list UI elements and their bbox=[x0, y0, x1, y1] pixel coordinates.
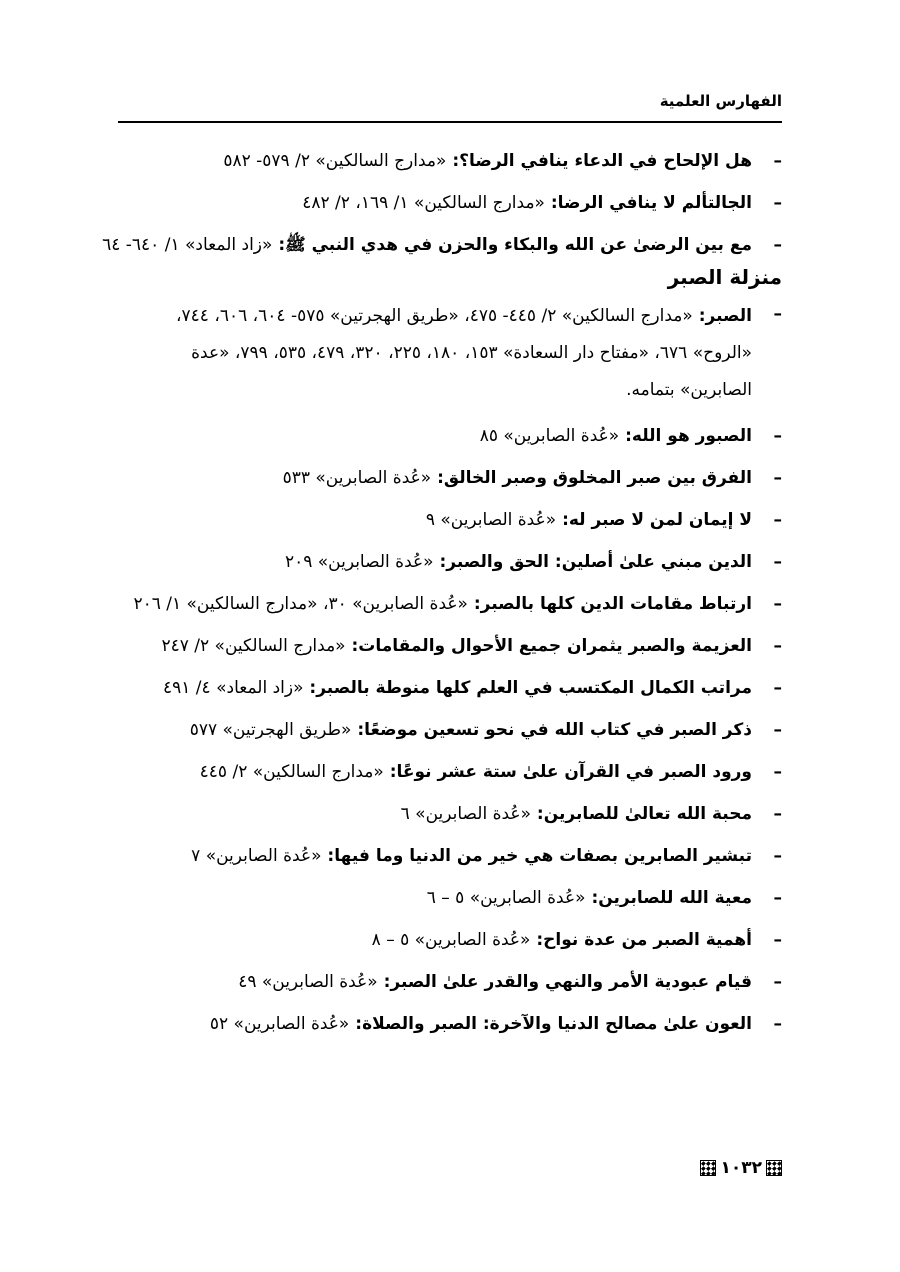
entry-topic: محبة الله تعالىٰ للصابرين: bbox=[536, 804, 752, 824]
entry-dash: – bbox=[773, 594, 782, 614]
entry-reference: «عُدة الصابرين» ٧ bbox=[191, 846, 322, 866]
index-entry bbox=[116, 835, 782, 877]
entry-reference: «عُدة الصابرين» ٥ – ٦ bbox=[426, 888, 586, 908]
index-entry bbox=[116, 1003, 782, 1045]
entry-dash: – bbox=[773, 304, 782, 324]
index-entry bbox=[116, 499, 782, 541]
entry-reference: «عُدة الصابرين» ٦ bbox=[400, 804, 531, 824]
index-entry bbox=[116, 709, 782, 751]
entry-dash: – bbox=[773, 762, 782, 782]
entry-topic: الدين مبني علىٰ أصلين: الحق والصبر: bbox=[439, 552, 752, 572]
index-entry bbox=[116, 583, 782, 625]
entry-reference: «عُدة الصابرين» ٤٩ bbox=[238, 972, 378, 992]
page-footer bbox=[700, 1158, 782, 1178]
index-entry bbox=[116, 667, 782, 709]
index-entry bbox=[116, 751, 782, 793]
entry-dash: – bbox=[773, 888, 782, 908]
entry-dash: – bbox=[773, 552, 782, 572]
entry-topic: تبشير الصابرين بصفات هي خير من الدنيا وما فيها: bbox=[327, 846, 752, 866]
index-entry-long bbox=[116, 296, 782, 415]
entry-dash: – bbox=[773, 151, 782, 171]
entry-dash: – bbox=[773, 930, 782, 950]
entry-topic: الصبور هو الله: bbox=[625, 426, 752, 446]
entry-topic: ارتباط مقامات الدين كلها بالصبر: bbox=[473, 594, 752, 614]
entry-topic: أهمية الصبر من عدة نواح: bbox=[536, 930, 752, 950]
index-entry bbox=[102, 224, 782, 266]
entry-topic: الفرق بين صبر المخلوق وصبر الخالق: bbox=[437, 468, 752, 488]
entry-dash: – bbox=[773, 468, 782, 488]
entry-dash: – bbox=[773, 846, 782, 866]
entry-dash: – bbox=[773, 510, 782, 530]
entry-reference: «مدارج السالكين» ٢/ ٥٧٩- ٥٨٢ bbox=[223, 151, 447, 171]
page-number: ١٠٣٢ bbox=[720, 1158, 762, 1178]
entry-dash: – bbox=[773, 1014, 782, 1034]
index-entry bbox=[116, 457, 782, 499]
entry-reference: «عُدة الصابرين» ٥٣٣ bbox=[282, 468, 432, 488]
entry-reference: «زاد المعاد» ٤/ ٤٩١ bbox=[163, 678, 304, 698]
entry-topic: العزيمة والصبر يثمران جميع الأحوال والمقامات: bbox=[351, 636, 752, 656]
entry-reference: «عُدة الصابرين» ٥٢ bbox=[209, 1014, 350, 1034]
entry-dash: – bbox=[773, 678, 782, 698]
entry-topic: الجالتألم لا ينافي الرضا: bbox=[550, 193, 752, 213]
entry-reference: «مدارج السالكين» ٢/ ٤٤٥ bbox=[199, 762, 384, 782]
index-entry bbox=[116, 877, 782, 919]
entry-reference: «عُدة الصابرين» ٩ bbox=[425, 510, 557, 530]
entry-dash: – bbox=[773, 426, 782, 446]
index-entry bbox=[116, 961, 782, 1003]
index-entry bbox=[116, 140, 782, 182]
entry-reference: «مدارج السالكين» ٢/ ٤٤٥- ٤٧٥، «طريق الهجرتين» ٥٧٥- ٦٠٤، ٦٠٦، ٧٤٤، «الروح» ٦٧٦، «مفتاح دار السعادة» ١٥٣، ١٨٠، ٢٢٥، ٣٢٠، ٤٧٩، ٥٣٥، ٧٩٩، «عدة الصابرين» بتمامه. bbox=[176, 306, 752, 400]
running-head: الفهارس العلمية bbox=[659, 92, 782, 110]
entry-dash: – bbox=[773, 235, 782, 255]
entry-topic: لا إيمان لمن لا صبر له: bbox=[562, 510, 752, 530]
entry-topic: الصبر: bbox=[698, 306, 752, 326]
entry-topic: ذكر الصبر في كتاب الله في نحو تسعين موضعًا: bbox=[357, 720, 752, 740]
index-entry bbox=[116, 182, 782, 224]
index-entry bbox=[116, 793, 782, 835]
index-entry bbox=[116, 541, 782, 583]
ornament-icon bbox=[700, 1160, 716, 1176]
entry-topic: هل الإلحاح في الدعاء ينافي الرضا؟: bbox=[452, 151, 752, 171]
index-entry bbox=[116, 919, 782, 961]
entry-dash: – bbox=[773, 972, 782, 992]
entry-dash: – bbox=[773, 193, 782, 213]
entry-reference: «مدارج السالكين» ١/ ١٦٩، ٢/ ٤٨٢ bbox=[302, 193, 545, 213]
entry-reference: «زاد المعاد» ١/ ٦٤٠- ٦٤ bbox=[102, 235, 273, 255]
entry-topic: العون علىٰ مصالح الدنيا والآخرة: الصبر والصلاة: bbox=[355, 1014, 752, 1034]
index-entry bbox=[116, 625, 782, 667]
entry-topic: قيام عبودية الأمر والنهي والقدر علىٰ الصبر: bbox=[383, 972, 752, 992]
entry-reference: «عُدة الصابرين» ٢٠٩ bbox=[284, 552, 434, 572]
index-entry bbox=[116, 415, 782, 457]
index-entries bbox=[102, 140, 782, 1045]
entry-reference: «عُدة الصابرين» ٥ – ٨ bbox=[371, 930, 531, 950]
entry-topic: مراتب الكمال المكتسب في العلم كلها منوطة بالصبر: bbox=[309, 678, 752, 698]
entry-topic: مع بين الرضىٰ عن الله والبكاء والحزن في هدي النبي ﷺ: bbox=[278, 235, 752, 255]
entry-topic: ورود الصبر في القرآن علىٰ ستة عشر نوعًا: bbox=[389, 762, 752, 782]
ornament-icon bbox=[766, 1160, 782, 1176]
entry-dash: – bbox=[773, 804, 782, 824]
entry-reference: «عُدة الصابرين» ٨٥ bbox=[479, 426, 620, 446]
entry-topic: معية الله للصابرين: bbox=[591, 888, 752, 908]
entry-reference: «مدارج السالكين» ٢/ ٢٤٧ bbox=[161, 636, 346, 656]
entry-reference: «عُدة الصابرين» ٣٠، «مدارج السالكين» ١/ ٢٠٦ bbox=[133, 594, 468, 614]
entry-dash: – bbox=[773, 636, 782, 656]
section-heading: منزلة الصبر bbox=[667, 265, 782, 289]
entry-dash: – bbox=[773, 720, 782, 740]
entry-reference: «طريق الهجرتين» ٥٧٧ bbox=[189, 720, 352, 740]
header-rule bbox=[118, 121, 782, 123]
